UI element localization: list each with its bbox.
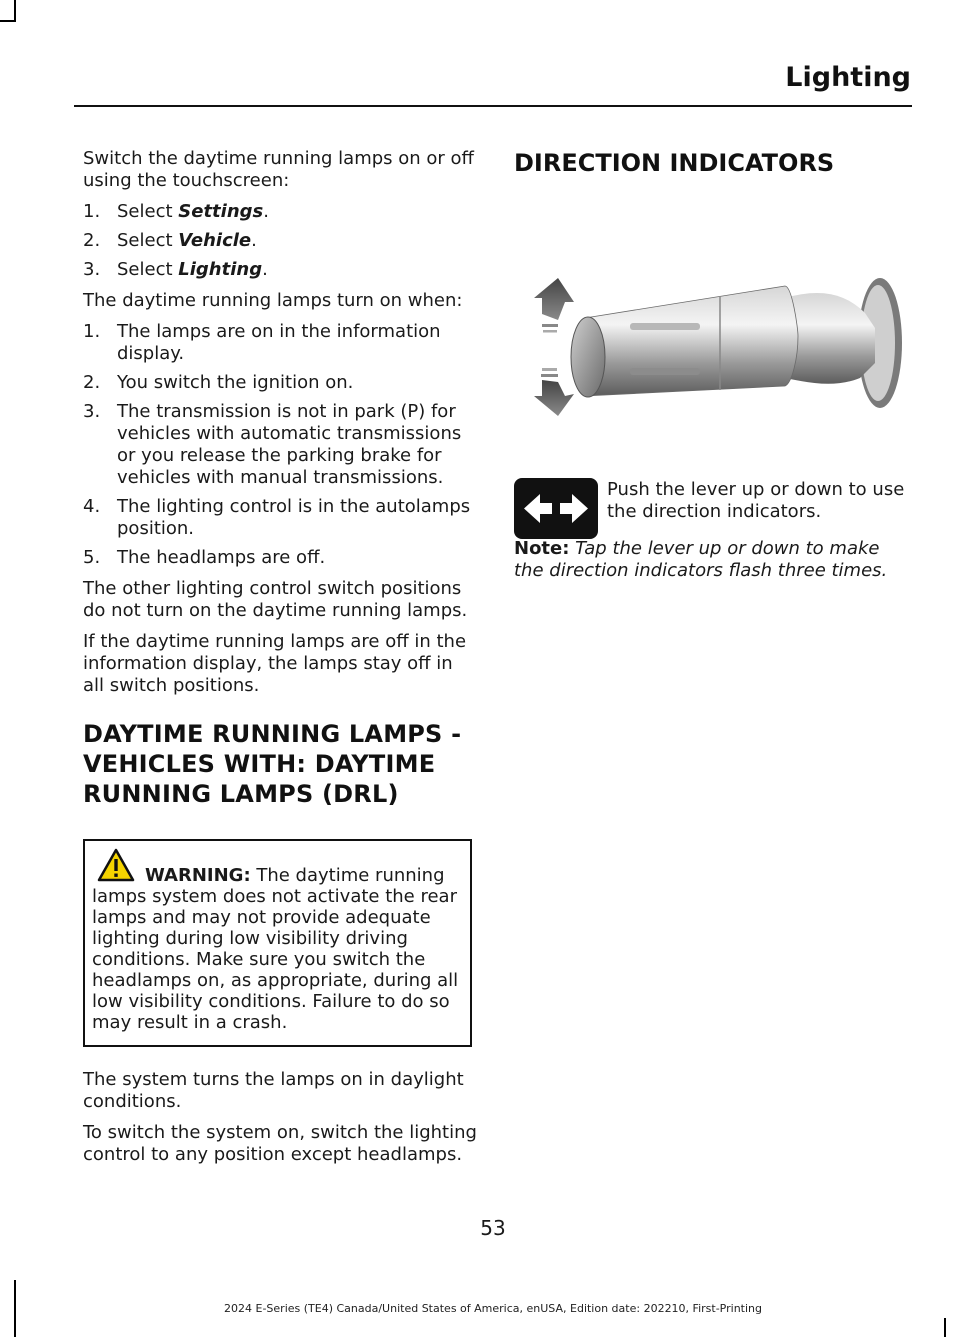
- note-text: Tap the lever up or down to make the direction indicators flash three times.: [514, 538, 888, 581]
- list-item: [83, 201, 478, 223]
- step-suffix: .: [262, 259, 268, 280]
- item-text: The lighting control is in the autolamps position.: [117, 496, 471, 539]
- page-title: Lighting: [785, 62, 911, 93]
- intro-paragraph: Switch the daytime running lamps on or off using the touchscreen:: [83, 148, 474, 191]
- page-number: 53: [480, 1216, 506, 1240]
- list-item: [83, 259, 478, 281]
- footer-edition: 2024 E-Series (TE4) Canada/United States of America, enUSA, Edition date: 202210, First-Printing: [224, 1302, 762, 1315]
- step-prefix: Select: [117, 201, 179, 222]
- step-number: 3.: [83, 259, 101, 280]
- menu-term: Lighting: [178, 259, 263, 280]
- item-number: 5.: [83, 547, 101, 568]
- item-number: 3.: [83, 401, 101, 422]
- conditions-list: [83, 321, 478, 569]
- header-rule: [74, 105, 912, 107]
- step-prefix: Select: [117, 259, 179, 280]
- list-item: [83, 321, 478, 365]
- conditions-intro: The daytime running lamps turn on when:: [83, 290, 463, 311]
- warning-text: The daytime running lamps system does not activate the rear lamps and may not provide adequate lighting during low visibility driving conditions. Make sure you switch the headlamps on, as appropriate, during all low visibility conditions. Failure to do so may result in a crash.: [92, 865, 459, 1033]
- item-number: 4.: [83, 496, 101, 517]
- item-text: You switch the ignition on.: [117, 372, 354, 393]
- warning-triangle-icon: [97, 848, 135, 882]
- menu-term: Vehicle: [178, 230, 252, 251]
- section-heading-direction-indicators: DIRECTION INDICATORS: [514, 149, 835, 177]
- item-number: 1.: [83, 321, 101, 342]
- step-prefix: Select: [117, 230, 179, 251]
- step-number: 2.: [83, 230, 101, 251]
- right-column: [514, 148, 914, 178]
- switch-on-paragraph: To switch the system on, switch the lighting control to any position except headlamps.: [83, 1122, 477, 1165]
- turn-signal-arrows-icon: [514, 478, 598, 539]
- list-item: [83, 401, 478, 489]
- crop-mark: [14, 0, 16, 20]
- note-label: Note:: [514, 538, 570, 559]
- section-heading-drl: DAYTIME RUNNING LAMPS - VEHICLES WITH: DAYTIME RUNNING LAMPS (DRL): [83, 720, 462, 808]
- warning-label: WARNING:: [145, 865, 251, 886]
- list-item: [83, 496, 478, 540]
- indicator-text: Push the lever up or down to use the direction indicators.: [607, 479, 905, 522]
- list-item: [83, 372, 478, 394]
- other-positions-paragraph: The other lighting control switch positions do not turn on the daytime running lamps.: [83, 578, 468, 621]
- step-number: 1.: [83, 201, 101, 222]
- step-suffix: .: [263, 201, 269, 222]
- step-suffix: .: [251, 230, 257, 251]
- item-text: The headlamps are off.: [117, 547, 326, 568]
- indicator-lever-illustration: [530, 268, 905, 423]
- list-item: [83, 230, 478, 252]
- list-item: [83, 547, 478, 569]
- item-text: The lamps are on in the information display.: [117, 321, 441, 364]
- note: [514, 538, 914, 582]
- item-text: The transmission is not in park (P) for vehicles with automatic transmissions or you release the parking brake for vehicles with manual transmissions.: [117, 401, 462, 488]
- settings-steps: [83, 201, 478, 281]
- crop-mark: [944, 1318, 946, 1337]
- item-number: 2.: [83, 372, 101, 393]
- system-paragraph: The system turns the lamps on in daylight conditions.: [83, 1069, 464, 1112]
- menu-term: Settings: [178, 201, 264, 222]
- left-column: [83, 148, 478, 1175]
- warning-box: [83, 839, 472, 1047]
- off-display-paragraph: If the daytime running lamps are off in the information display, the lamps stay off in all switch positions.: [83, 631, 467, 696]
- crop-mark: [0, 20, 16, 22]
